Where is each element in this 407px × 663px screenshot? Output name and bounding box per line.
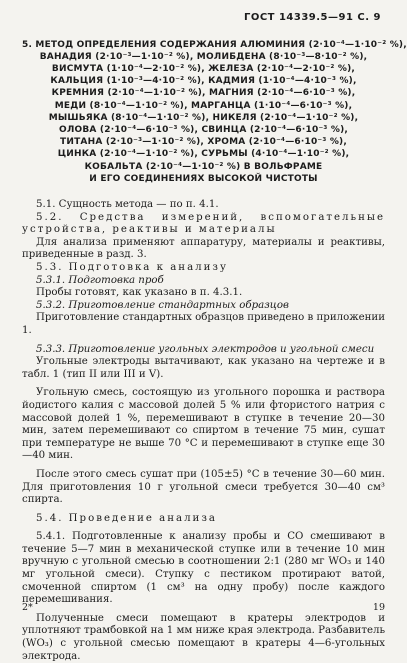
signature-mark: 2* xyxy=(22,602,33,614)
page-number: 19 xyxy=(372,602,385,614)
section-title xyxy=(22,39,407,185)
title-line: КРЕМНИЯ (2·10⁻⁴—1·10⁻² %), МАГНИЯ (2·10⁻⁴—6·10⁻³ %), xyxy=(51,88,356,99)
page-footer xyxy=(22,602,385,615)
clause-5-3-heading: 5.3. Подготовка к анализу xyxy=(36,262,228,273)
clause-5-2-text: Для анализа применяют аппаратуру, материалы и реактивы, приведенные в разд. 3. xyxy=(22,236,385,261)
title-line: ВИСМУТА (1·10⁻⁴—2·10⁻² %), ЖЕЛЕЗА (2·10⁻⁴—2·10⁻² %), xyxy=(51,64,356,74)
clause-5-3-2-heading: 5.3.2. Приготовление стандартных образцов xyxy=(36,299,289,311)
title-line: 5. МЕТОД ОПРЕДЕЛЕНИЯ СОДЕРЖАНИЯ АЛЮМИНИЯ (2·10⁻⁴—1·10⁻² %), xyxy=(22,39,407,50)
paragraph-craters: Полученные смеси помещают в кратеры электродов и уплотняют трамбовкой на 1 мм ниже края электрода. Разбавитель (WO₃) с угольной смесью помещают в кратеры 4—6-угольных электрода. xyxy=(22,612,386,662)
title-line: ЦИНКА (2·10⁻⁴—1·10⁻² %), СУРЬМЫ (4·10⁻⁴—1·10⁻² %), xyxy=(57,149,350,160)
paragraph-carbon-mix: Угольную смесь, состоящую из угольного порошка и раствора йодистого калия с массовой долей 5 % или фтористого натрия с массовой долей 1 %, перемешивают в ступке в течение 20—30 мин, затем перемешивают со спиртом в течение 75 мин, сушат при температуре не выше 70 °С и перемешивают в ступке еще 30—40 мин. xyxy=(22,387,385,462)
clause-5-1: 5.1. Сущность метода — по п. 4.1. xyxy=(36,199,219,211)
clause-5-3-1-text: Пробы готовят, как указано в п. 4.3.1. xyxy=(36,287,243,299)
clause-5-3-3-text: Угольные электроды вытачивают, как указано на чертеже и в табл. 1 (тип II или III и V). xyxy=(22,356,385,380)
paragraph-drying: После этого смесь сушат при (105±5) °С в течение 30—60 мин. Для приготовления 10 г угольной смеси требуется 30—40 см³ спирта. xyxy=(22,468,385,506)
title-line: КОБАЛЬТА (2·10⁻⁴—1·10⁻² %) В ВОЛЬФРАМЕ xyxy=(84,161,323,172)
title-line: МЫШЬЯКА (8·10⁻⁴—1·10⁻² %), НИКЕЛЯ (2·10⁻⁴—1·10⁻² %), xyxy=(48,112,359,123)
clause-5-3-3-heading: 5.3.3. Приготовление угольных электродов и угольной смеси xyxy=(36,343,375,355)
title-line: И ЕГО СОЕДИНЕНИЯХ ВЫСОКОЙ ЧИСТОТЫ xyxy=(89,173,318,184)
title-line: МЕДИ (8·10⁻⁴—1·10⁻² %), МАРГАНЦА (1·10⁻⁴—6·10⁻³ %), xyxy=(54,100,353,111)
clause-5-3-1-heading: 5.3.1. Подготовка проб xyxy=(36,274,164,286)
clause-5-4-1: 5.4.1. Подготовленные к анализу пробы и СО смешивают в течение 5—7 мин в механической ступке или в течение 10 мин вручную с угольной смесью в соотношении 2:1 (280 мг WO₃ и 140 мг угольной смеси). Ступку с пестиком протирают ватой, смоченной спиртом (1 см³ на одну пробу) после каждого перемешивания. xyxy=(22,531,385,606)
title-line: ОЛОВА (2·10⁻⁴—6·10⁻³ %), СВИНЦА (2·10⁻⁴—6·10⁻³ %), xyxy=(58,125,349,136)
clause-5-3-2-text: Приготовление стандартных образцов приведено в приложении 1. xyxy=(22,312,385,336)
title-line: ВАНАДИЯ (2·10⁻³—1·10⁻² %), МОЛИБДЕНА (8·10⁻³—8·10⁻² %), xyxy=(39,51,368,62)
page-header: ГОСТ 14339.5—91 С. 9 xyxy=(243,12,381,23)
title-line: КАЛЬЦИЯ (1·10⁻³—4·10⁻² %), КАДМИЯ (1·10⁻⁴—4·10⁻³ %), xyxy=(50,76,357,87)
title-line: ТИТАНА (2·10⁻³—1·10⁻² %), ХРОМА (2·10⁻⁴—6·10⁻³ %), xyxy=(60,137,347,148)
clause-5-4-heading: 5.4. Проведение анализа xyxy=(36,512,217,524)
clause-5-2-heading: 5.2. Средства измерений, вспомогательные устройства, реактивы и материалы xyxy=(22,211,385,236)
